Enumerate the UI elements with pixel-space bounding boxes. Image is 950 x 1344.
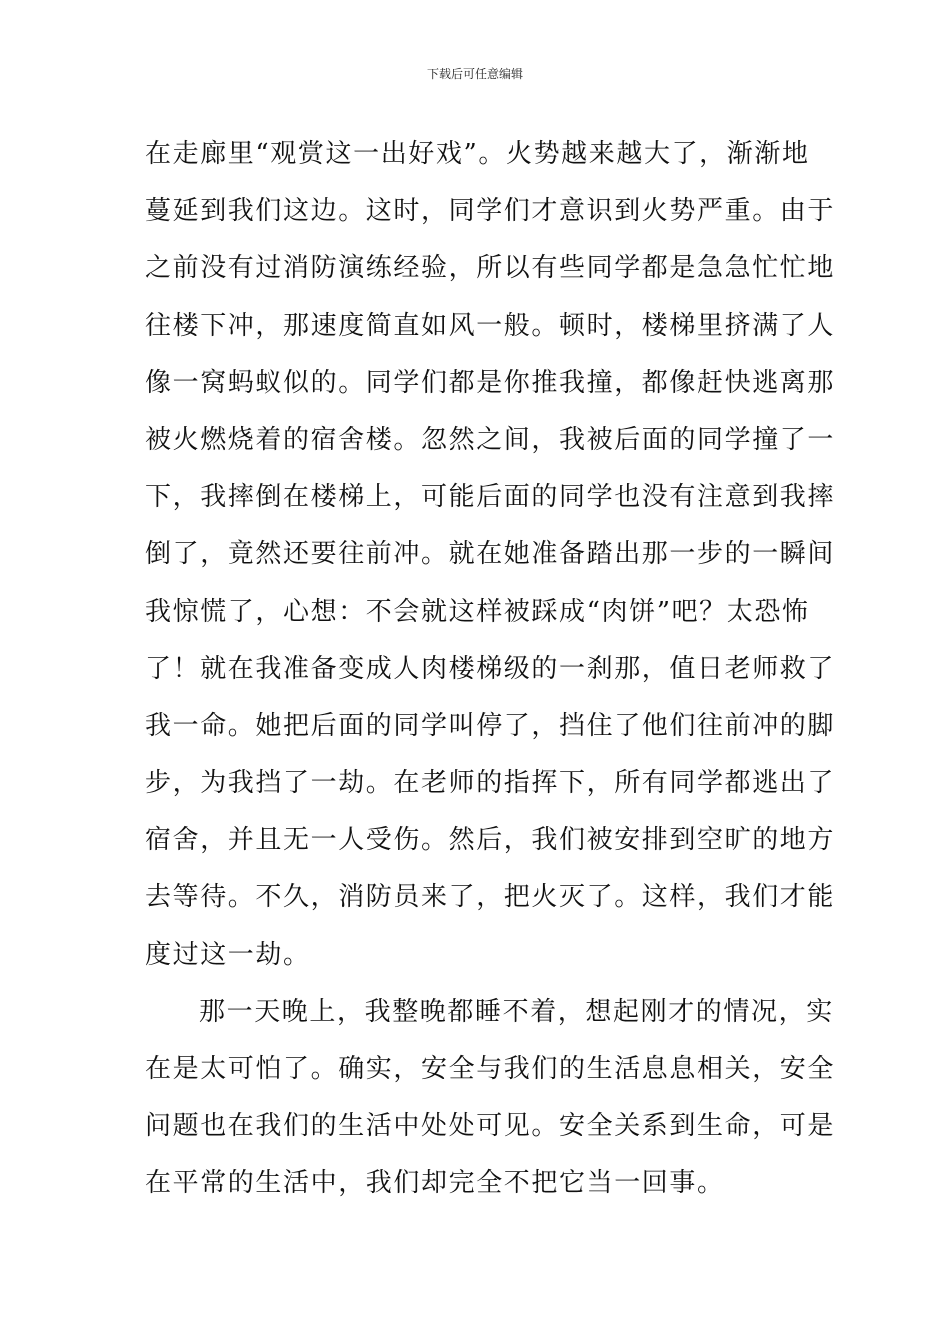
text-line: 度过这一劫。 [145,939,311,970]
text-line: 被火燃烧着的宿舍楼。忽然之间，我被后面的同学撞了一 [145,424,836,455]
text-line: 在走廊里“观赏这一出好戏”。火势越来越大了，渐渐地 [145,139,810,169]
text-line: 去等待。不久，消防员来了，把火灭了。这样，我们才能 [145,882,836,913]
text-line: 在是太可怕了。确实，安全与我们的生活息息相关，安全 [145,1054,836,1084]
text-line: 我一命。她把后面的同学叫停了，挡住了他们往前冲的脚 [145,710,836,741]
page-header: 下载后可任意编辑 [426,67,523,81]
text-line: 倒了，竟然还要往前冲。就在她准备踏出那一步的一瞬间 [145,539,836,570]
text-line: 往楼下冲，那速度简直如风一般。顿时，楼梯里挤满了人 [145,310,836,341]
text-line: 下，我摔倒在楼梯上，可能后面的同学也没有注意到我摔 [145,482,836,513]
text-line: 我惊慌了，心想：不会就这样被踩成“肉饼”吧？太恐怖 [145,596,810,627]
text-line: 了！就在我准备变成人肉楼梯级的一刹那，值日老师救了 [145,653,836,684]
text-line: 宿舍，并且无一人受伤。然后，我们被安排到空旷的地方 [145,825,836,856]
document-body [145,126,836,1213]
text-line: 步，为我挡了一劫。在老师的指挥下，所有同学都逃出了 [145,768,836,799]
paragraph-first-line: 那一天晚上，我整晚都睡不着，想起刚才的情况，实 [199,996,834,1027]
text-line: 问题也在我们的生活中处处可见。安全关系到生命，可是 [145,1111,836,1142]
text-line: 蔓延到我们这边。这时，同学们才意识到火势严重。由于 [145,196,836,227]
text-line: 在平常的生活中，我们却完全不把它当一回事。 [145,1168,725,1199]
text-line: 之前没有过消防演练经验，所以有些同学都是急急忙忙地 [145,253,836,284]
text-line: 像一窝蚂蚁似的。同学们都是你推我撞，都像赶快逃离那 [145,367,836,398]
